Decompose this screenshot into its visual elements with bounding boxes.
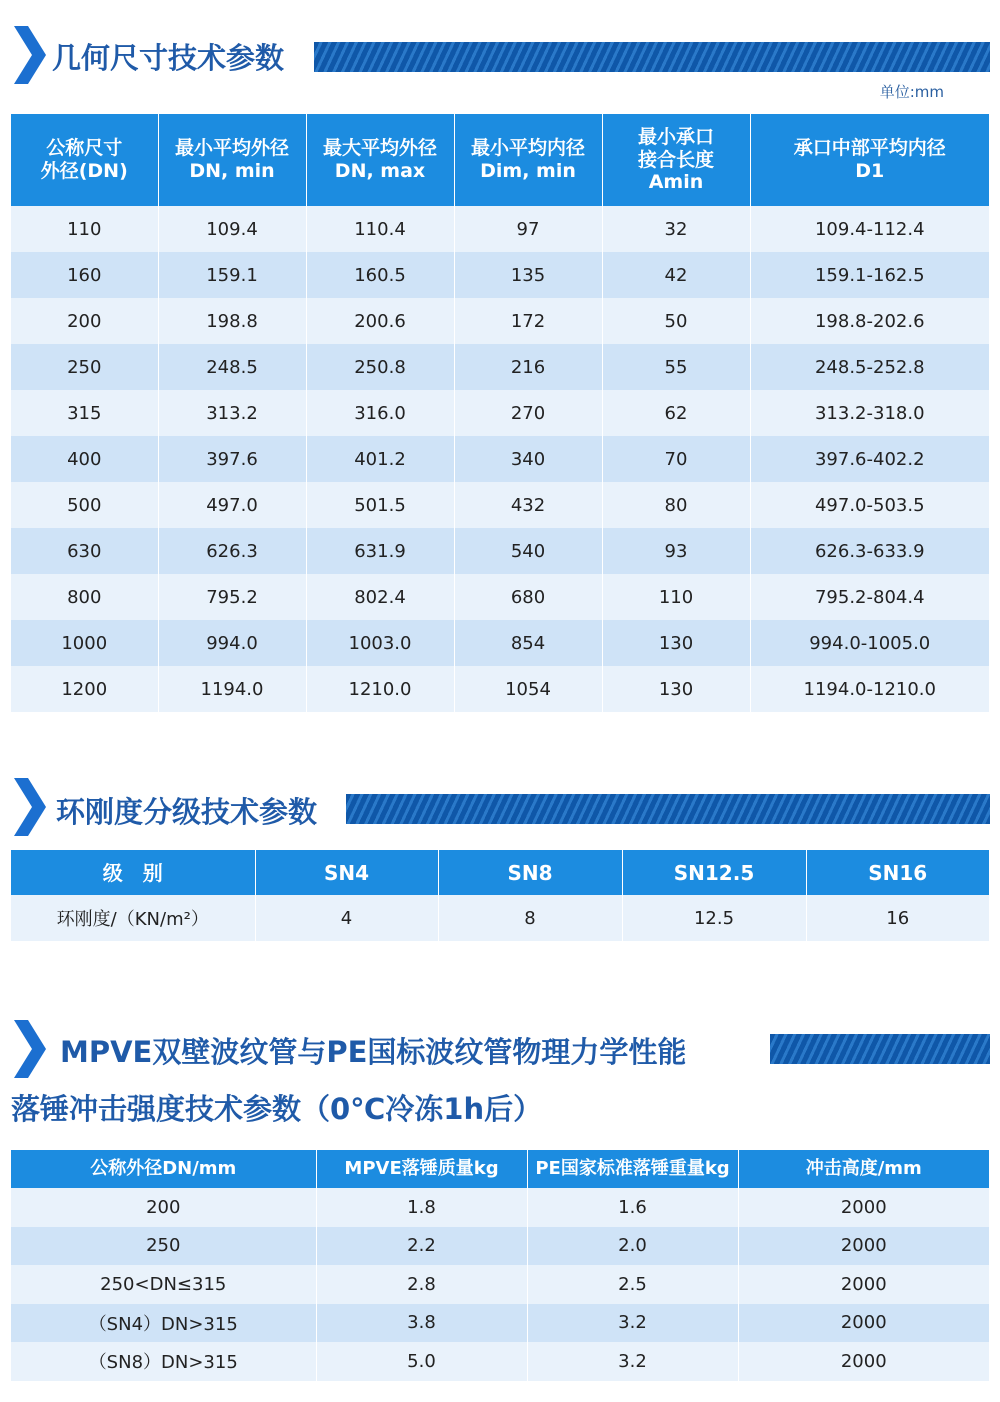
table-cell: 250 — [11, 344, 158, 390]
table-cell: 109.4 — [158, 206, 306, 252]
table-cell: 631.9 — [306, 528, 454, 574]
table-cell: 316.0 — [306, 390, 454, 436]
table-cell: 32 — [602, 206, 750, 252]
column-header: MPVE落锤质量kg — [316, 1150, 527, 1188]
table-cell: 1000 — [11, 620, 158, 666]
table-cell: 4 — [255, 895, 438, 941]
table-cell: 3.2 — [527, 1342, 738, 1381]
table-cell: 110 — [602, 574, 750, 620]
table-cell: 800 — [11, 574, 158, 620]
section-title-geometry: 几何尺寸技术参数 — [52, 41, 285, 75]
table-cell: 2.2 — [316, 1227, 527, 1266]
column-header: SN4 — [255, 850, 438, 895]
table-cell: 2000 — [738, 1342, 989, 1381]
column-header: 公称外径DN/mm — [11, 1150, 316, 1188]
column-header-line: 最小平均内径 — [470, 137, 585, 160]
table-cell: 313.2 — [158, 390, 306, 436]
table-cell: 3.2 — [527, 1304, 738, 1343]
table-cell: 250.8 — [306, 344, 454, 390]
table-cell: 172 — [454, 298, 602, 344]
table-cell: 795.2-804.4 — [750, 574, 989, 620]
table-cell: 1194.0-1210.0 — [750, 666, 989, 712]
table-row — [11, 574, 989, 620]
table-cell: 401.2 — [306, 436, 454, 482]
column-header-line: DN, max — [334, 160, 426, 182]
column-header-line: Amin — [648, 171, 704, 194]
table-cell: 2.8 — [316, 1265, 527, 1304]
table-cell: （SN4）DN>315 — [11, 1304, 316, 1343]
table-cell: 109.4-112.4 — [750, 206, 989, 252]
table-cell: 200 — [11, 298, 158, 344]
table-cell: 630 — [11, 528, 158, 574]
column-header-line: DN, min — [189, 160, 275, 182]
table-row — [11, 528, 989, 574]
column-header: SN16 — [806, 850, 989, 895]
table-cell: 315 — [11, 390, 158, 436]
table-cell: 1.6 — [527, 1188, 738, 1227]
column-header-line: 外径(DN) — [40, 160, 128, 182]
table-cell: 501.5 — [306, 482, 454, 528]
table-row — [11, 1265, 989, 1304]
chevron-right-icon — [14, 778, 46, 836]
table-cell: 1003.0 — [306, 620, 454, 666]
table-cell: 159.1-162.5 — [750, 252, 989, 298]
table-row — [11, 895, 989, 941]
table-row — [11, 666, 989, 712]
table-cell: 2000 — [738, 1304, 989, 1343]
table-cell: 1.8 — [316, 1188, 527, 1227]
column-header: SN12.5 — [622, 850, 806, 895]
column-header: PE国家标准落锤重量kg — [527, 1150, 738, 1188]
geometry-table — [11, 114, 989, 712]
column-header — [750, 114, 989, 206]
table-cell: 130 — [602, 666, 750, 712]
table-cell: 160 — [11, 252, 158, 298]
column-header — [158, 114, 306, 206]
table-row — [11, 1188, 989, 1227]
table-cell: 2000 — [738, 1188, 989, 1227]
table-cell: 110.4 — [306, 206, 454, 252]
table-row — [11, 482, 989, 528]
table-cell: 397.6-402.2 — [750, 436, 989, 482]
column-header-line: 最小承口 — [637, 125, 714, 148]
title-stripe — [346, 794, 990, 824]
section-title-performance: MPVE双壁波纹管与PE国标波纹管物理力学性能 — [60, 1035, 687, 1069]
table-cell: 50 — [602, 298, 750, 344]
table-row — [11, 1342, 989, 1381]
table-row — [11, 436, 989, 482]
column-header-line: 承口中部平均内径 — [793, 137, 946, 160]
table-cell: 802.4 — [306, 574, 454, 620]
table-row — [11, 206, 989, 252]
table-cell: 环刚度/（KN/m²） — [11, 895, 255, 941]
table-cell: 313.2-318.0 — [750, 390, 989, 436]
table-cell: 994.0-1005.0 — [750, 620, 989, 666]
table-cell: 80 — [602, 482, 750, 528]
table-cell: 62 — [602, 390, 750, 436]
column-header — [602, 114, 750, 206]
table-cell: 5.0 — [316, 1342, 527, 1381]
table-cell: 500 — [11, 482, 158, 528]
table-cell: 340 — [454, 436, 602, 482]
table-cell: 2.5 — [527, 1265, 738, 1304]
table-cell: 397.6 — [158, 436, 306, 482]
table-row — [11, 298, 989, 344]
table-cell: 3.8 — [316, 1304, 527, 1343]
table-cell: 400 — [11, 436, 158, 482]
table-cell: 216 — [454, 344, 602, 390]
column-header-line: 最小平均外径 — [174, 137, 289, 160]
column-header — [306, 114, 454, 206]
table-cell: 55 — [602, 344, 750, 390]
table-cell: 626.3-633.9 — [750, 528, 989, 574]
table-cell: 8 — [438, 895, 622, 941]
table-cell: 795.2 — [158, 574, 306, 620]
column-header-line: 最大平均外径 — [322, 137, 437, 160]
impact-table — [11, 1150, 989, 1381]
column-header — [454, 114, 602, 206]
table-cell: 42 — [602, 252, 750, 298]
table-cell: 70 — [602, 436, 750, 482]
table-row — [11, 1304, 989, 1343]
column-header: SN8 — [438, 850, 622, 895]
table-cell: 432 — [454, 482, 602, 528]
table-cell: 1200 — [11, 666, 158, 712]
table-cell: 160.5 — [306, 252, 454, 298]
table-cell: 250<DN≤315 — [11, 1265, 316, 1304]
table-cell: 270 — [454, 390, 602, 436]
table-cell: 2000 — [738, 1227, 989, 1266]
table-cell: 97 — [454, 206, 602, 252]
table-cell: 248.5 — [158, 344, 306, 390]
table-cell: 497.0-503.5 — [750, 482, 989, 528]
column-header-line: D1 — [855, 160, 885, 182]
table-cell: 200.6 — [306, 298, 454, 344]
table-cell: 680 — [454, 574, 602, 620]
table-cell: 1194.0 — [158, 666, 306, 712]
table-cell: 1054 — [454, 666, 602, 712]
table-cell: 1210.0 — [306, 666, 454, 712]
table-cell: 16 — [806, 895, 989, 941]
column-header: 冲击高度/mm — [738, 1150, 989, 1188]
column-header — [11, 114, 158, 206]
table-cell: 540 — [454, 528, 602, 574]
table-cell: 2.0 — [527, 1227, 738, 1266]
column-header-line: Dim, min — [480, 160, 576, 182]
table-cell: 2000 — [738, 1265, 989, 1304]
table-cell: 200 — [11, 1188, 316, 1227]
column-header: 级 别 — [11, 850, 255, 895]
table-cell: 135 — [454, 252, 602, 298]
table-cell: 198.8-202.6 — [750, 298, 989, 344]
chevron-right-icon — [14, 26, 46, 84]
table-row — [11, 252, 989, 298]
section-subtitle-impact: 落锤冲击强度技术参数（0℃冷冻1h后） — [11, 1092, 543, 1126]
chevron-right-icon — [14, 1020, 46, 1078]
table-cell: 626.3 — [158, 528, 306, 574]
table-cell: 12.5 — [622, 895, 806, 941]
table-row — [11, 390, 989, 436]
table-cell: 110 — [11, 206, 158, 252]
column-header-line: 接合长度 — [637, 148, 714, 171]
table-cell: 854 — [454, 620, 602, 666]
table-row — [11, 620, 989, 666]
section-title-stiffness: 环刚度分级技术参数 — [56, 795, 318, 829]
table-cell: 198.8 — [158, 298, 306, 344]
table-cell: 93 — [602, 528, 750, 574]
table-cell: 994.0 — [158, 620, 306, 666]
table-cell: 130 — [602, 620, 750, 666]
unit-label: 单位:mm — [879, 83, 944, 101]
table-row — [11, 1227, 989, 1266]
table-cell: 248.5-252.8 — [750, 344, 989, 390]
table-cell: 159.1 — [158, 252, 306, 298]
table-cell: 497.0 — [158, 482, 306, 528]
table-row — [11, 344, 989, 390]
column-header-line: 公称尺寸 — [46, 137, 123, 160]
table-cell: （SN8）DN>315 — [11, 1342, 316, 1381]
title-stripe — [770, 1034, 990, 1064]
stiffness-table — [11, 850, 989, 941]
table-cell: 250 — [11, 1227, 316, 1266]
title-stripe — [314, 42, 990, 72]
